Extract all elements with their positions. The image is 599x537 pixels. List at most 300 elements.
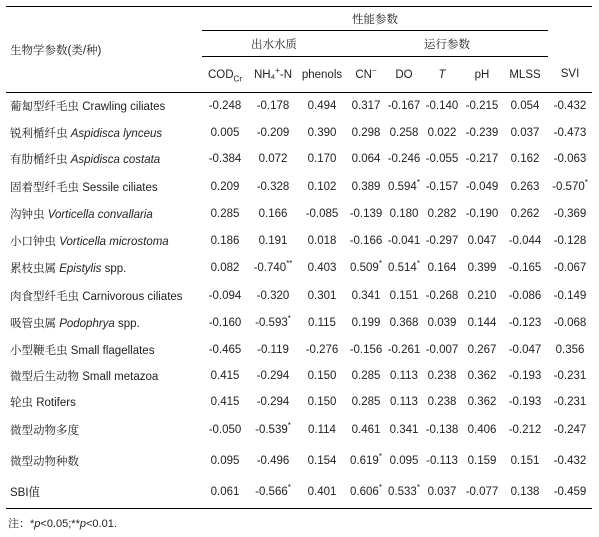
correlation-value: -0.231 (553, 395, 587, 408)
value-cell (248, 337, 298, 363)
correlation-value: 0.180 (389, 208, 419, 220)
correlation-value: 0.263 (510, 180, 540, 193)
correlation-value: -0.063 (553, 153, 587, 165)
correlation-value: 0.138 (510, 486, 540, 499)
correlation-value: -0.067 (553, 262, 587, 274)
correlation-value: -0.113 (426, 455, 458, 467)
value-cell (202, 477, 248, 509)
correlation-value: -0.085 (305, 208, 339, 220)
significance-marker: * (287, 483, 291, 493)
correlation-value: 0.238 (427, 369, 457, 382)
correlation-value: 0.238 (427, 395, 457, 408)
table-row (6, 282, 592, 310)
correlation-table (6, 6, 592, 509)
column-header-suffix: -N (279, 68, 293, 81)
table-row (6, 337, 592, 363)
correlation-value: -0.276 (305, 343, 339, 356)
value-cell (422, 310, 462, 337)
correlation-value: 0.082 (210, 262, 240, 274)
correlation-value: 0.115 (308, 317, 336, 329)
value-cell (202, 120, 248, 146)
row-label-en: Vorticella microstoma (59, 236, 169, 248)
correlation-value: 0.362 (467, 395, 497, 408)
correlation-value: -0.212 (508, 424, 542, 436)
correlation-value: 0.389 (351, 180, 381, 193)
correlation-value: 0.356 (555, 343, 585, 356)
correlation-value: -0.190 (465, 208, 499, 220)
value-cell (298, 446, 346, 477)
correlation-value: 0.341 (389, 424, 419, 436)
value-cell (548, 255, 592, 282)
correlation-value: -0.231 (553, 369, 587, 382)
column-header-label: MLSS (509, 68, 541, 81)
value-cell (502, 228, 548, 255)
correlation-value: 0.285 (351, 395, 381, 408)
footnote-star-2: ** (71, 518, 80, 530)
value-cell (248, 201, 298, 228)
value-cell (502, 282, 548, 310)
value-cell (462, 415, 502, 446)
value-cell (346, 146, 386, 173)
correlation-value: -0.432 (553, 100, 587, 113)
correlation-value: -0.539 (255, 424, 288, 436)
value-cell (422, 363, 462, 389)
group-header-effluent: 出水水质 (202, 31, 346, 57)
value-cell (386, 255, 422, 282)
row-label-cn: 微型动物多度 (10, 425, 79, 437)
column-header-label: phenols (301, 68, 343, 81)
significance-marker: * (584, 177, 588, 187)
column-header (422, 57, 462, 93)
value-cell (462, 282, 502, 310)
stub-header: 生物学参数(类/种) (6, 7, 202, 93)
correlation-value: -0.593 (255, 317, 288, 329)
correlation-value: -0.328 (256, 180, 290, 193)
value-cell (462, 363, 502, 389)
value-cell (248, 146, 298, 173)
row-label-en: Small flagellates (70, 344, 155, 357)
value-cell (248, 446, 298, 477)
correlation-value: 0.151 (389, 289, 419, 302)
correlation-value: -0.247 (553, 424, 587, 436)
correlation-value: 0.095 (389, 455, 419, 467)
value-cell (548, 337, 592, 363)
correlation-value: -0.055 (425, 153, 459, 165)
value-cell (462, 310, 502, 337)
correlation-value: 0.362 (467, 369, 497, 382)
row-label (6, 93, 202, 120)
row-label-cn: 微型后生动物 (10, 370, 79, 383)
value-cell (502, 415, 548, 446)
correlation-value: 0.005 (210, 126, 240, 139)
correlation-value: 0.113 (390, 395, 418, 408)
correlation-value: -0.139 (349, 208, 383, 220)
value-cell (462, 146, 502, 173)
value-cell (202, 173, 248, 201)
correlation-value: -0.369 (553, 208, 587, 220)
correlation-value: 0.317 (351, 100, 381, 113)
correlation-value: -0.473 (553, 126, 587, 139)
value-cell (386, 415, 422, 446)
value-cell (248, 120, 298, 146)
value-cell (548, 228, 592, 255)
correlation-value: -0.156 (349, 343, 383, 356)
value-cell (548, 120, 592, 146)
value-cell (548, 363, 592, 389)
value-cell (422, 146, 462, 173)
group-header-operation: 运行参数 (346, 31, 548, 57)
row-label (6, 415, 202, 446)
table-row (6, 173, 592, 201)
correlation-value: -0.149 (553, 289, 587, 302)
value-cell (248, 255, 298, 282)
significance-marker: * (416, 177, 420, 187)
value-cell (346, 337, 386, 363)
top-header: 性能参数 (202, 7, 548, 31)
column-header (202, 57, 248, 93)
footnote-star-1: * (30, 518, 35, 530)
value-cell (346, 282, 386, 310)
correlation-value: -0.049 (465, 180, 499, 193)
significance-marker: * (287, 421, 291, 431)
correlation-value: 0.151 (510, 455, 540, 467)
correlation-value: -0.165 (508, 262, 542, 274)
significance-marker: ** (286, 259, 293, 269)
correlation-value: 0.301 (307, 289, 337, 302)
row-label-en: Crawling ciliates (82, 101, 166, 114)
column-header-label: DO (395, 68, 413, 81)
value-cell (346, 415, 386, 446)
correlation-value: 0.154 (307, 455, 337, 467)
value-cell (548, 173, 592, 201)
row-label (6, 310, 202, 337)
value-cell (422, 477, 462, 509)
correlation-value: 0.150 (307, 395, 337, 408)
row-label (6, 446, 202, 477)
correlation-value: -0.128 (553, 235, 587, 247)
correlation-value: 0.514 (388, 262, 417, 274)
correlation-value: 0.095 (210, 455, 240, 467)
value-cell (202, 415, 248, 446)
row-label-cn: 沟钟虫 (10, 209, 45, 221)
value-cell (502, 173, 548, 201)
row-label-cn: 肉食型纤毛虫 (10, 290, 79, 303)
correlation-value: 0.064 (351, 153, 381, 165)
correlation-value: 0.047 (467, 235, 497, 247)
value-cell (248, 415, 298, 446)
significance-marker: * (287, 314, 291, 324)
row-label-en: Epistylis (59, 263, 102, 275)
column-header-superscript: + (275, 65, 280, 75)
value-cell (298, 173, 346, 201)
row-label (6, 389, 202, 415)
value-cell (386, 93, 422, 120)
correlation-value: 0.018 (307, 235, 337, 247)
row-label-cn: 微型动物种数 (10, 456, 79, 468)
correlation-value: 0.399 (467, 262, 497, 274)
value-cell (202, 337, 248, 363)
value-cell (346, 120, 386, 146)
table-row (6, 415, 592, 446)
row-label (6, 146, 202, 173)
correlation-value: 0.390 (307, 126, 337, 139)
correlation-value: 0.209 (210, 180, 240, 193)
footnote-p-2: p (79, 518, 86, 530)
value-cell (386, 363, 422, 389)
correlation-value: 0.113 (390, 369, 418, 382)
correlation-value: -0.465 (208, 343, 242, 356)
correlation-value: 0.509 (350, 262, 379, 274)
value-cell (202, 446, 248, 477)
correlation-value: 0.494 (307, 100, 337, 113)
row-label-cn: 锐利楯纤虫 (10, 127, 68, 140)
value-cell (386, 446, 422, 477)
row-label-en: Rotifers (36, 396, 76, 409)
significance-marker: * (416, 483, 420, 493)
value-cell (422, 446, 462, 477)
value-cell (248, 228, 298, 255)
correlation-value: 0.415 (210, 369, 240, 382)
correlation-value: 0.144 (467, 317, 497, 329)
table-row (6, 146, 592, 173)
correlation-value: 0.037 (427, 486, 457, 499)
value-cell (248, 310, 298, 337)
row-label-cn: 小型鞭毛虫 (10, 344, 68, 357)
value-cell (462, 93, 502, 120)
value-cell (298, 282, 346, 310)
value-cell (202, 363, 248, 389)
value-cell (386, 201, 422, 228)
table-row (6, 363, 592, 389)
table-body (6, 93, 592, 509)
correlation-value: -0.041 (387, 235, 421, 247)
correlation-value: -0.294 (256, 369, 290, 382)
correlation-value: 0.415 (210, 395, 240, 408)
correlation-value: -0.068 (553, 317, 587, 329)
value-cell (346, 201, 386, 228)
value-cell (202, 282, 248, 310)
value-cell (462, 255, 502, 282)
value-cell (422, 173, 462, 201)
correlation-value: -0.050 (208, 424, 242, 436)
value-cell (298, 255, 346, 282)
value-cell (346, 363, 386, 389)
value-cell (502, 310, 548, 337)
value-cell (386, 389, 422, 415)
column-header (346, 57, 386, 93)
value-cell (386, 228, 422, 255)
correlation-value: 0.150 (307, 369, 337, 382)
correlation-value: 0.341 (351, 289, 381, 302)
value-cell (346, 446, 386, 477)
correlation-value: 0.210 (467, 289, 497, 302)
row-label-cn: 小口钟虫 (10, 236, 56, 248)
correlation-value: -0.140 (425, 100, 459, 113)
value-cell (248, 477, 298, 509)
correlation-value: -0.432 (553, 455, 587, 467)
row-label-en: Aspidisca lynceus (70, 127, 163, 140)
row-label-en: Vorticella convallaria (47, 209, 153, 221)
table-row (6, 93, 592, 120)
row-label (6, 477, 202, 509)
value-cell (298, 415, 346, 446)
value-cell (548, 415, 592, 446)
value-cell (298, 310, 346, 337)
correlation-value: -0.077 (465, 486, 499, 499)
value-cell (298, 389, 346, 415)
correlation-value: -0.294 (256, 395, 290, 408)
correlation-value: -0.268 (425, 289, 459, 302)
row-label (6, 173, 202, 201)
value-cell (422, 228, 462, 255)
value-cell (248, 389, 298, 415)
column-header (548, 57, 592, 93)
value-cell (298, 477, 346, 509)
value-cell (298, 120, 346, 146)
footnote-p-1: p (34, 518, 41, 530)
correlation-value: 0.533 (388, 486, 417, 499)
correlation-value: -0.384 (208, 153, 242, 165)
correlation-value: 0.164 (427, 262, 457, 274)
value-cell (202, 228, 248, 255)
table-row (6, 477, 592, 509)
value-cell (548, 201, 592, 228)
column-header-label: CN (355, 68, 372, 81)
correlation-value: -0.239 (465, 126, 499, 139)
significance-marker: * (378, 259, 382, 269)
table-row (6, 255, 592, 282)
value-cell (548, 310, 592, 337)
correlation-value: -0.297 (425, 235, 459, 247)
correlation-value: 0.037 (510, 126, 540, 139)
correlation-value: -0.193 (508, 395, 542, 408)
value-cell (248, 173, 298, 201)
correlation-value: -0.246 (387, 153, 421, 165)
value-cell (422, 255, 462, 282)
value-cell (298, 363, 346, 389)
correlation-value: 0.054 (510, 100, 540, 113)
value-cell (502, 337, 548, 363)
correlation-value: -0.215 (465, 100, 499, 113)
column-header-label: SVI (560, 68, 580, 81)
value-cell (462, 337, 502, 363)
value-cell (386, 146, 422, 173)
correlation-value: 0.368 (389, 317, 419, 329)
row-label (6, 337, 202, 363)
value-cell (386, 173, 422, 201)
significance-marker: * (378, 452, 382, 462)
correlation-value: -0.044 (508, 235, 542, 247)
value-cell (386, 310, 422, 337)
row-label-cn: 葡匐型纤毛虫 (10, 101, 79, 114)
value-cell (248, 282, 298, 310)
correlation-value: -0.320 (256, 289, 290, 302)
value-cell (548, 477, 592, 509)
correlation-value: 0.262 (510, 208, 540, 220)
correlation-value: -0.217 (465, 153, 499, 165)
correlation-value: 0.461 (351, 424, 381, 436)
column-header (298, 57, 346, 93)
footnote-threshold-2: <0.01. (85, 518, 117, 530)
row-label-en: Sessile ciliates (82, 181, 158, 194)
correlation-value: 0.159 (467, 455, 497, 467)
value-cell (422, 415, 462, 446)
row-label-en: Podophrya (59, 318, 115, 330)
row-label-cn: 吸管虫属 (10, 318, 56, 330)
correlation-value: -0.047 (508, 343, 542, 356)
row-label-en-suffix: spp. (101, 263, 127, 275)
column-header (502, 57, 548, 93)
value-cell (422, 337, 462, 363)
correlation-value: 0.039 (427, 317, 457, 329)
value-cell (502, 120, 548, 146)
value-cell (462, 228, 502, 255)
table-row (6, 120, 592, 146)
correlation-value: 0.170 (307, 153, 337, 165)
correlation-value: -0.007 (425, 343, 459, 356)
correlation-value: 0.401 (307, 486, 337, 499)
row-label-cn: SBI值 (10, 487, 41, 500)
correlation-value: -0.570 (552, 180, 585, 193)
correlation-value: -0.261 (387, 343, 421, 356)
value-cell (548, 93, 592, 120)
correlation-value: 0.267 (467, 343, 497, 356)
correlation-value: 0.403 (307, 262, 337, 274)
correlation-value: -0.193 (508, 369, 542, 382)
column-header (386, 57, 422, 93)
value-cell (548, 446, 592, 477)
correlation-value: 0.282 (427, 208, 457, 220)
row-label-cn: 固着型纤毛虫 (10, 181, 79, 194)
value-cell (462, 477, 502, 509)
correlation-value: 0.162 (510, 153, 540, 165)
correlation-value: 0.594 (388, 180, 417, 193)
correlation-value: 0.619 (350, 455, 379, 467)
value-cell (202, 93, 248, 120)
column-header (462, 57, 502, 93)
correlation-value: 0.191 (258, 235, 288, 247)
significance-marker: * (416, 259, 420, 269)
row-label (6, 282, 202, 310)
value-cell (502, 201, 548, 228)
correlation-value: -0.178 (256, 100, 290, 113)
correlation-table-container (6, 6, 592, 509)
value-cell (386, 120, 422, 146)
value-cell (346, 255, 386, 282)
row-label-cn: 轮虫 (10, 396, 33, 409)
correlation-value: 0.166 (258, 208, 288, 220)
significance-marker: * (378, 483, 382, 493)
correlation-value: -0.566 (255, 486, 288, 499)
value-cell (346, 310, 386, 337)
value-cell (386, 282, 422, 310)
value-cell (298, 93, 346, 120)
correlation-value: 0.406 (467, 424, 497, 436)
value-cell (202, 146, 248, 173)
row-label-cn: 累枝虫属 (10, 263, 56, 275)
row-label (6, 201, 202, 228)
row-label-en-suffix: spp. (114, 318, 140, 330)
value-cell (422, 93, 462, 120)
value-cell (462, 446, 502, 477)
correlation-value: 0.285 (351, 369, 381, 382)
value-cell (422, 389, 462, 415)
correlation-value: 0.102 (307, 180, 337, 193)
correlation-value: 0.022 (427, 126, 457, 139)
value-cell (346, 93, 386, 120)
value-cell (502, 363, 548, 389)
value-cell (298, 337, 346, 363)
